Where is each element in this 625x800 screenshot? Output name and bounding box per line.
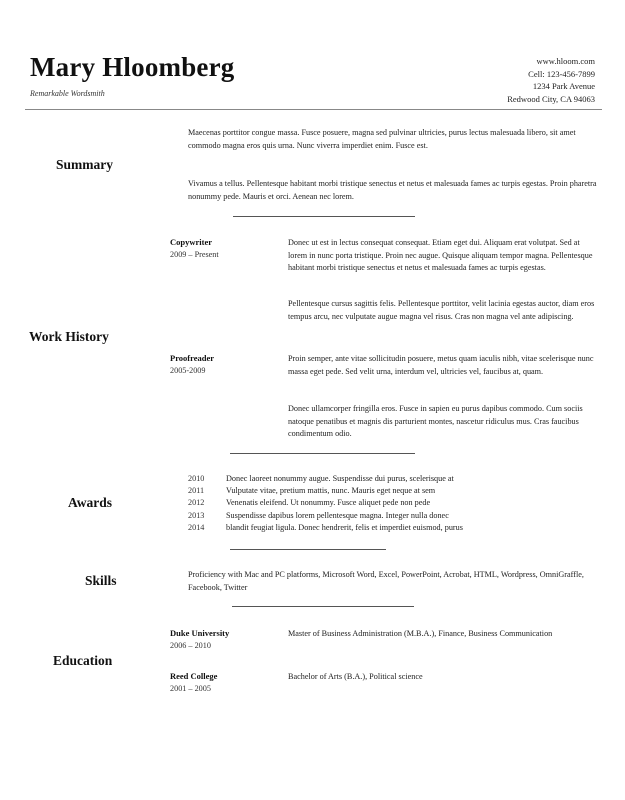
contact-phone: Cell: 123-456-7899: [528, 68, 595, 79]
header-rule: [25, 109, 602, 110]
award-year: 2012: [188, 498, 205, 508]
school-name: Duke University: [170, 628, 230, 638]
award-year: 2010: [188, 474, 205, 483]
summary-paragraph: Vivamus a tellus. Pellentesque habitant morbi tristique senectus et netus et malesuada fames ac turpis egestas. Proin pharetra nonummy pede. Mauris et orci. Aenean nec lorem.: [188, 179, 597, 201]
section-title-skills: Skills: [85, 573, 117, 588]
section-divider: [233, 216, 415, 217]
section-title-education: Education: [53, 653, 113, 668]
candidate-name: Mary Hloomberg: [30, 52, 235, 82]
contact-street: 1234 Park Avenue: [532, 81, 595, 91]
skills-text: Proficiency with Mac and PC platforms, Microsoft Word, Excel, PowerPoint, Acrobat, HTML, Wordpress, OmniGraffle, Facebook, Twitter: [188, 570, 584, 592]
award-item: [188, 485, 588, 497]
award-text: Vulputate vitae, pretium mattis, nunc. Mauris eget neque at sem: [226, 486, 436, 496]
award-item: [188, 510, 588, 522]
award-text: Suspendisse dapibus lorem pellentesque magna. Integer nulla donec: [226, 510, 449, 520]
contact-website[interactable]: www.hloom.com: [536, 56, 595, 66]
school-dates: 2001 – 2005: [170, 684, 211, 693]
award-year: 2013: [188, 510, 205, 520]
job-description: Proin semper, ante vitae sollicitudin posuere, metus quam iaculis nibh, vitae scelerisque nunc massa eget pede. Sed velit urna, interdum vel, ultricies vel, faucibus at, quam.: [288, 354, 594, 376]
school-name: Reed College: [170, 671, 218, 681]
job-description: Pellentesque cursus sagittis felis. Pellentesque porttitor, velit lacinia egestas auctor, diam eros tempus arcu, nec vulputate augue magna vel risus. Cras non magna vel ante adipiscing.: [288, 299, 595, 321]
candidate-tagline: Remarkable Wordsmith: [30, 89, 105, 98]
section-title-work-history: Work History: [29, 329, 109, 344]
job-title: Proofreader: [170, 353, 215, 363]
award-year: 2011: [188, 486, 205, 496]
section-divider: [230, 453, 415, 454]
job-dates: 2009 – Present: [170, 250, 219, 259]
school-dates: 2006 – 2010: [170, 641, 211, 650]
summary-paragraph: Maecenas porttitor congue massa. Fusce posuere, magna sed pulvinar ultricies, purus lectus malesuada libero, sit amet commodo magna eros quis urna. Nunc viverra imperdiet enim. Fusce est.: [188, 128, 576, 150]
section-divider: [232, 606, 414, 607]
job-dates: 2005-2009: [170, 366, 206, 375]
award-text: Donec laoreet nonummy augue. Suspendisse dui purus, scelerisque at: [226, 474, 454, 483]
job-description: Donec ut est in lectus consequat consequat. Etiam eget dui. Aliquam erat volutpat. Sed at lorem in nunc porta tristique. Proin nec augue. Quisque aliquam tempor magna. Pellentesque habitant morbi tristique senectus et netus et malesuada fames ac turpis egestas.: [288, 238, 593, 272]
award-year: 2014: [188, 522, 205, 532]
awards-list: [188, 473, 588, 534]
award-item: [188, 497, 588, 509]
section-title-awards: Awards: [68, 495, 113, 510]
degree-text: Master of Business Administration (M.B.A.), Finance, Business Communication: [288, 629, 553, 638]
section-title-summary: Summary: [56, 157, 113, 172]
degree-text: Bachelor of Arts (B.A.), Political science: [288, 672, 423, 681]
award-item: [188, 473, 588, 485]
section-divider: [230, 549, 386, 550]
job-title: Copywriter: [170, 237, 213, 247]
award-text: Venenatis eleifend. Ut nonummy. Fusce aliquet pede non pede: [226, 498, 431, 508]
job-description: Donec ullamcorper fringilla eros. Fusce in sapien eu purus dapibus commodo. Cum sociis natoque penatibus et magnis dis parturient montes, nascetur ridiculus mus. Cras faucibus condimentum odio.: [288, 404, 583, 438]
award-item: [188, 522, 588, 534]
contact-city: Redwood City, CA 94063: [507, 93, 595, 104]
contact-block: [507, 55, 595, 105]
award-text: blandit feugiat ligula. Donec hendrerit, felis et imperdiet euismod, purus: [226, 522, 463, 532]
